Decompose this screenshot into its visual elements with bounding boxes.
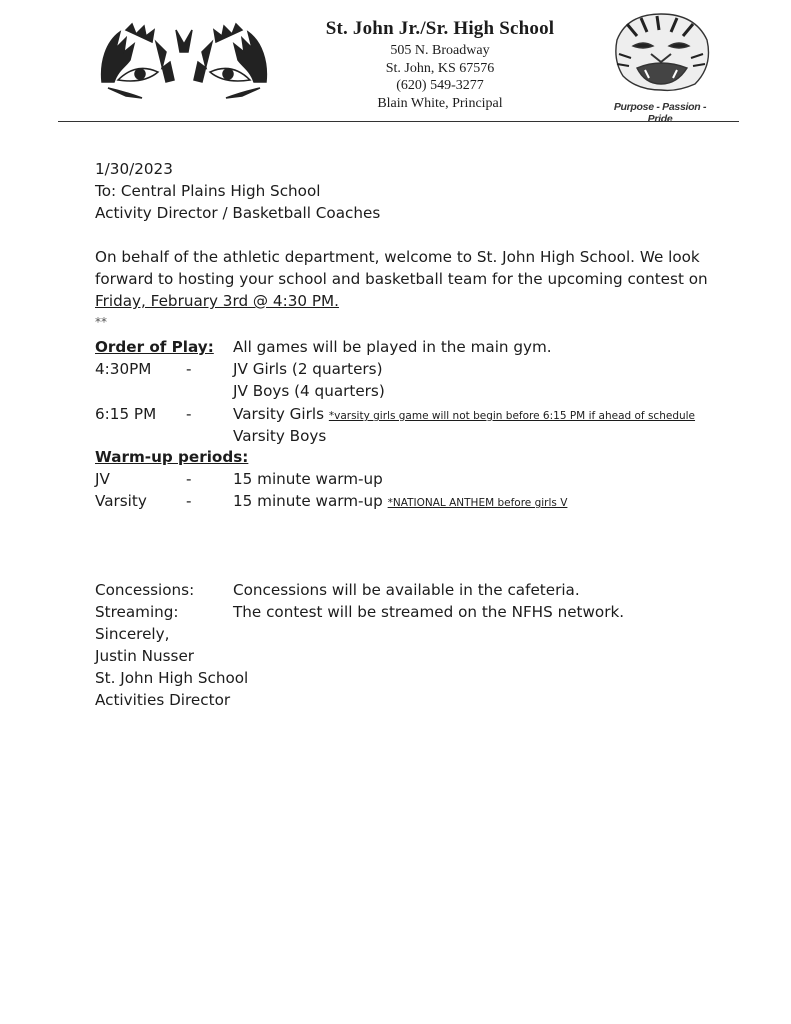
signer-name: Justin Nusser [95, 647, 195, 665]
schedule-game-row [233, 403, 695, 427]
letterhead [0, 0, 791, 125]
warmup-footnote: *NATIONAL ANTHEM before girls V [387, 497, 568, 509]
intro-line-1: On behalf of the athletic department, welcome to St. John High School. We look [95, 248, 700, 266]
schedule-game: JV Girls (2 quarters) [233, 360, 383, 378]
attention-line: Activity Director / Basketball Coaches [95, 204, 381, 222]
intro-line-2: forward to hosting your school and basketball team for the upcoming contest on [95, 270, 708, 288]
warmup-text-row [233, 490, 567, 514]
school-motto: Purpose - Passion - Pride [613, 101, 707, 125]
schedule-footnote: *varsity girls game will not begin before 6:15 PM if ahead of schedule [328, 410, 696, 422]
warmup-label: Varsity [95, 492, 147, 510]
address-city: St. John, KS 67576 [385, 60, 495, 76]
schedule-dash: - [186, 360, 192, 378]
warmup-text: 15 minute warm-up [233, 470, 383, 488]
recipient-line: To: Central Plains High School [95, 182, 321, 200]
warmup-dash: - [186, 470, 192, 488]
school-name: St. John Jr./Sr. High School [325, 18, 555, 39]
schedule-game: Varsity Boys [233, 427, 327, 445]
order-of-play-note: All games will be played in the main gym. [233, 338, 552, 356]
address-street: 505 N. Broadway [390, 43, 490, 58]
contest-date: Friday, February 3rd @ 4:30 PM. [95, 292, 339, 310]
order-of-play-heading: Order of Play: [95, 338, 214, 356]
school-info [290, 18, 590, 112]
header-divider [58, 121, 739, 122]
signer-school: St. John High School [95, 669, 249, 687]
warmup-label: JV [95, 470, 110, 488]
principal-name: Blain White, Principal [377, 95, 503, 111]
info-label: Streaming: [95, 603, 179, 621]
letter-date: 1/30/2023 [95, 160, 173, 178]
tiger-eyes-logo [96, 22, 272, 104]
warmup-text: 15 minute warm-up [233, 492, 383, 510]
info-text: Concessions will be available in the cafeteria. [233, 581, 580, 599]
schedule-dash: - [186, 405, 192, 423]
warmup-heading: Warm-up periods: [95, 448, 249, 466]
closing-salutation: Sincerely, [95, 625, 170, 643]
warmup-dash: - [186, 492, 192, 510]
tiger-mascot-logo [607, 10, 715, 92]
schedule-time: 6:15 PM [95, 405, 157, 423]
info-label: Concessions: [95, 581, 195, 599]
asterisks: ** [95, 315, 107, 329]
info-text: The contest will be streamed on the NFHS network. [233, 603, 625, 621]
signer-title: Activities Director [95, 691, 231, 709]
schedule-game: Varsity Girls [233, 405, 325, 423]
phone-number: (620) 549-3277 [396, 78, 484, 93]
schedule-game: JV Boys (4 quarters) [233, 382, 385, 400]
schedule-time: 4:30PM [95, 360, 152, 378]
